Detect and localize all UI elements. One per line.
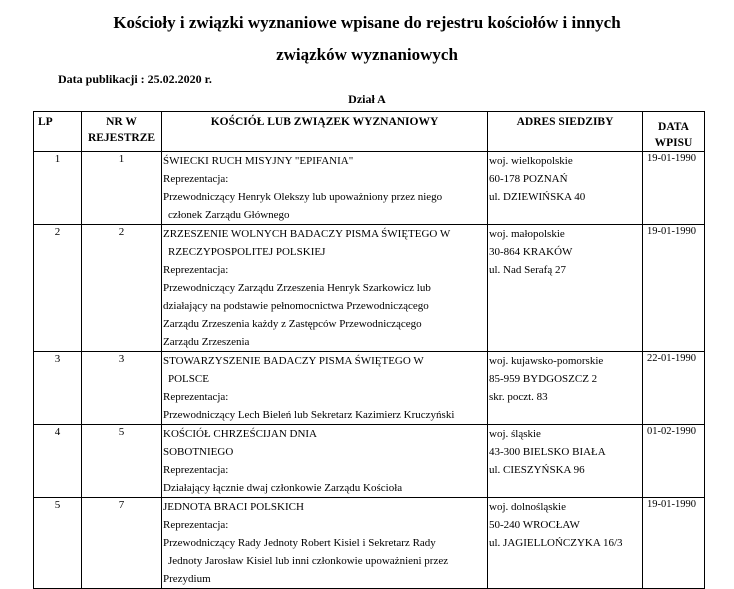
address-line: ul. JAGIELLOŃCZYKA 16/3 — [489, 537, 623, 549]
church-name-line: Reprezentacja: — [163, 173, 229, 185]
header-entry-date-line-2: WPISU — [654, 137, 693, 149]
church-name-line: Działający łącznie dwaj członkowie Zarządu Kościoła — [163, 482, 403, 494]
church-name-line: SOBOTNIEGO — [163, 446, 234, 458]
church-name-line: Przewodniczący Henryk Olekszy lub upoważniony przez niego — [163, 191, 443, 203]
church-name-line: POLSCE — [168, 373, 209, 385]
church-name-line: Przewodniczący Lech Bieleń lub Sekretarz Kazimierz Kruczyński — [163, 409, 455, 421]
cell-address — [488, 498, 643, 589]
table-row — [34, 498, 705, 589]
church-name-line: Przewodniczący Rady Jednoty Robert Kisiel i Sekretarz Rady — [163, 537, 436, 549]
cell-church-name — [162, 498, 488, 589]
address-line: 50-240 WROCŁAW — [489, 519, 580, 531]
document-title-line-2: związków wyznaniowych — [276, 45, 458, 64]
cell-entry-date: 19-01-1990 — [643, 498, 705, 589]
table-row — [34, 152, 705, 225]
header-lp: LP — [34, 112, 82, 152]
cell-church-name — [162, 225, 488, 352]
header-register-number — [82, 112, 162, 152]
cell-register-number: 5 — [82, 425, 162, 498]
address-line: ul. CIESZYŃSKA 96 — [489, 464, 585, 476]
cell-lp: 5 — [34, 498, 82, 589]
cell-register-number: 1 — [82, 152, 162, 225]
church-name-line: Jednoty Jarosław Kisiel lub inni członkowie upoważnieni przez — [168, 555, 449, 567]
cell-lp: 1 — [34, 152, 82, 225]
church-name-line: Reprezentacja: — [163, 519, 229, 531]
cell-register-number: 3 — [82, 352, 162, 425]
table-row — [34, 425, 705, 498]
church-name-line: STOWARZYSZENIE BADACZY PISMA ŚWIĘTEGO W — [163, 355, 424, 367]
address-line: 60-178 POZNAŃ — [489, 173, 568, 185]
address-line: ul. Nad Serafą 27 — [489, 264, 566, 276]
address-line: woj. kujawsko-pomorskie — [489, 355, 604, 367]
cell-address — [488, 225, 643, 352]
address-line: ul. DZIEWIŃSKA 40 — [489, 191, 586, 203]
church-name-line: Reprezentacja: — [163, 391, 229, 403]
cell-address — [488, 152, 643, 225]
cell-entry-date: 22-01-1990 — [643, 352, 705, 425]
church-name-line: ZRZESZENIE WOLNYCH BADACZY PISMA ŚWIĘTEGO W — [163, 228, 451, 240]
cell-address — [488, 352, 643, 425]
header-entry-date — [643, 112, 705, 152]
cell-lp: 3 — [34, 352, 82, 425]
church-name-line: JEDNOTA BRACI POLSKICH — [163, 501, 304, 513]
cell-lp: 2 — [34, 225, 82, 352]
table-row — [34, 225, 705, 352]
church-name-line: ŚWIECKI RUCH MISYJNY "EPIFANIA" — [163, 155, 354, 167]
church-name-line: Zarządu Zrzeszenia — [163, 336, 250, 348]
header-entry-date-line-1: DATA — [658, 121, 689, 133]
cell-church-name — [162, 425, 488, 498]
header-address: ADRES SIEDZIBY — [488, 112, 643, 152]
table-body — [34, 152, 705, 589]
cell-address — [488, 425, 643, 498]
address-line: woj. dolnośląskie — [489, 501, 566, 513]
cell-entry-date: 19-01-1990 — [643, 225, 705, 352]
document-title-line-1: Kościoły i związki wyznaniowe wpisane do rejestru kościołów i innych — [113, 13, 621, 32]
address-line: woj. wielkopolskie — [489, 155, 573, 167]
cell-church-name — [162, 152, 488, 225]
cell-church-name — [162, 352, 488, 425]
address-line: woj. śląskie — [489, 428, 541, 440]
church-name-line: Przewodniczący Zarządu Zrzeszenia Henryk Szarkowicz lub — [163, 282, 431, 294]
address-line: woj. małopolskie — [489, 228, 565, 240]
church-name-line: działający na podstawie pełnomocnictwa Przewodniczącego — [163, 300, 429, 312]
header-register-number-line-1: NR W — [106, 116, 137, 128]
registry-table — [33, 111, 705, 589]
address-line: 30-864 KRAKÓW — [489, 246, 573, 258]
church-name-line: członek Zarządu Głównego — [168, 209, 290, 221]
church-name-line: RZECZYPOSPOLITEJ POLSKIEJ — [168, 246, 326, 258]
section-heading: Dział A — [348, 92, 386, 106]
church-name-line: Reprezentacja: — [163, 464, 229, 476]
church-name-line: Prezydium — [163, 573, 211, 585]
cell-entry-date: 01-02-1990 — [643, 425, 705, 498]
cell-lp: 4 — [34, 425, 82, 498]
address-line: skr. poczt. 83 — [489, 391, 548, 403]
table-row — [34, 352, 705, 425]
cell-entry-date: 19-01-1990 — [643, 152, 705, 225]
publication-date: Data publikacji : 25.02.2020 r. — [58, 72, 212, 86]
address-line: 43-300 BIELSKO BIAŁA — [489, 446, 606, 458]
cell-register-number: 7 — [82, 498, 162, 589]
header-register-number-line-2: REJESTRZE — [87, 132, 156, 144]
church-name-line: KOŚCIÓŁ CHRZEŚCIJAN DNIA — [163, 428, 318, 440]
church-name-line: Reprezentacja: — [163, 264, 229, 276]
table-header-row — [34, 112, 705, 152]
church-name-line: Zarządu Zrzeszenia każdy z Zastępców Przewodniczącego — [163, 318, 422, 330]
cell-register-number: 2 — [82, 225, 162, 352]
address-line: 85-959 BYDGOSZCZ 2 — [489, 373, 598, 385]
header-church-name: KOŚCIÓŁ LUB ZWIĄZEK WYZNANIOWY — [162, 112, 488, 152]
